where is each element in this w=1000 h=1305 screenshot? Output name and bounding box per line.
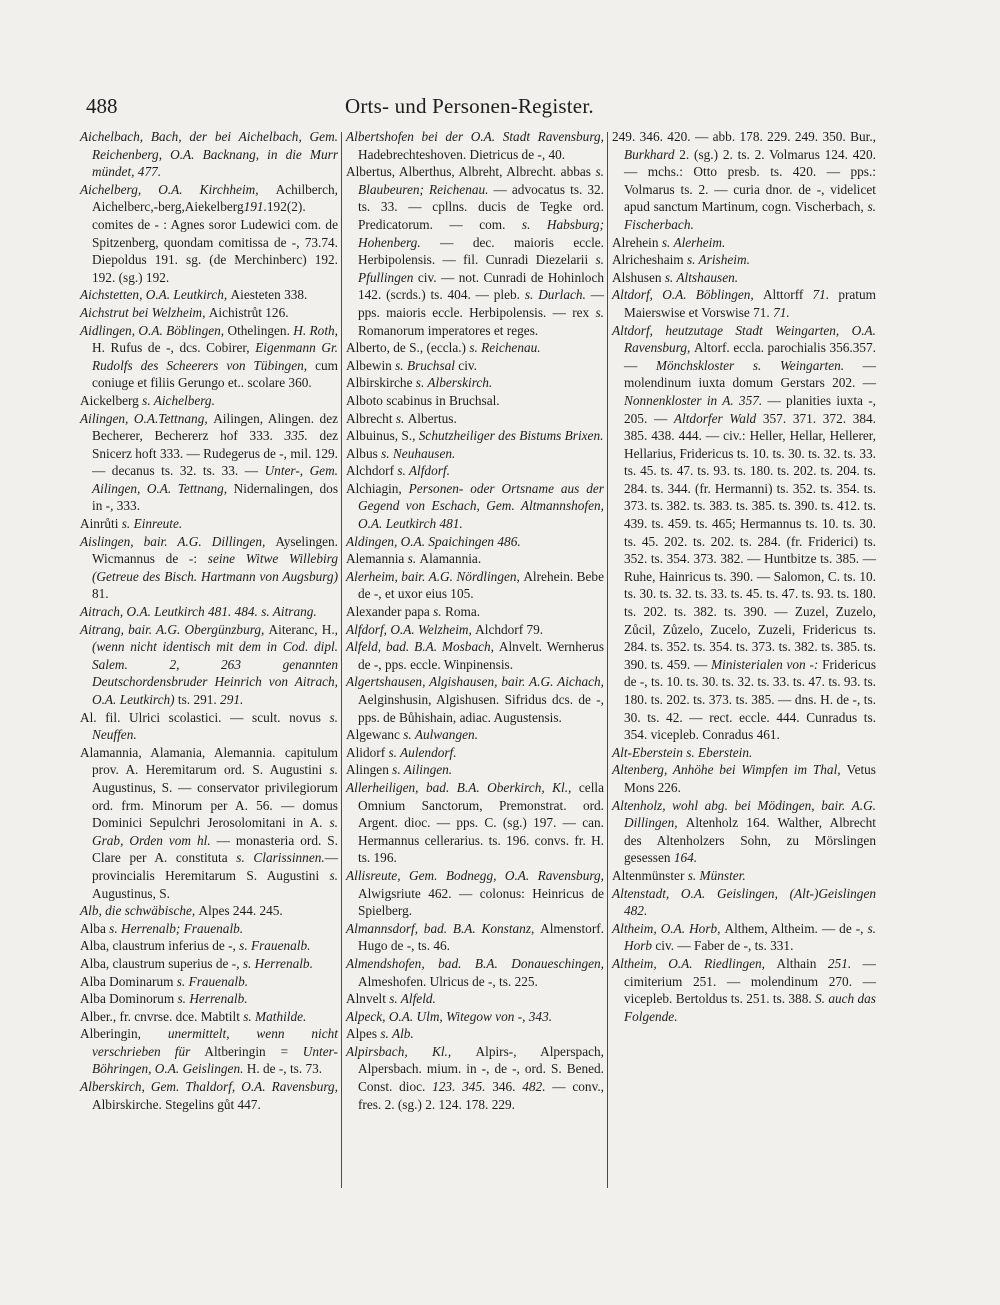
register-entry [346,621,604,639]
entry-italic-text: 251. [827,955,852,971]
register-entry [346,726,604,744]
entry-text: Achilberch, Aichelberc,-berg,Aiekelberg [92,181,338,215]
entry-italic-text: Allerheiligen, bad. B.A. Oberkirch, Kl., [346,779,579,795]
register-entry [346,568,604,603]
entry-italic-text: Ministerialen von -: [711,656,819,672]
entry-italic-text: Burkhard [624,146,675,162]
register-entry [80,322,338,392]
entry-italic-text: s. [329,762,338,778]
entry-text: Alchdorf 79. [475,621,544,637]
register-entry [346,357,604,375]
entry-text: Albewin [346,357,396,373]
entry-italic-text: Mönchskloster s. Weingarten. [655,357,845,373]
entry-italic-text: s. Alb. [380,1026,414,1042]
entry-text: Alberingin, [80,1026,168,1042]
entry-italic-text: s. Alberskirch. [415,375,493,391]
register-entry [80,744,338,902]
entry-text: Albus [346,445,382,461]
entry-text: H. de -, ts. 73. [243,1061,323,1077]
entry-italic-text: s. [395,410,408,426]
entry-italic-text: Aislingen, bair. A.G. Dillingen, [80,533,276,549]
entry-text: Ayselingen. Wicmannus de -: [92,533,338,567]
entry-italic-text: 291. [220,692,244,707]
entry-text: 192(2). comites de - : Agnes soror Ludewici com. de Spitzenberg, quondam comitissa de -, 73.74. Diepoldus 191. sg. (de Merchinberc) 192. 192. (sg.) 192. [92,199,338,285]
register-entry [346,427,604,445]
column-rule-2 [607,132,608,1188]
index-column-1 [80,128,338,1113]
entry-italic-text: H. Roth, [293,322,338,338]
entry-italic-text: s. Clarissinnen. [236,850,325,866]
entry-italic-text: Altdorf, O.A. Böblingen, [612,287,763,303]
entry-italic-text: Algertshausen, Algishausen, bair. A.G. Aichach, [346,674,604,690]
entry-text: Alchiagin, [346,480,409,496]
entry-italic-text: s. Fischerbach. [624,199,876,232]
entry-italic-text: Personen- oder Ortsname aus der Gegend von Eschach, Gem. Altmannshofen, O.A. Leutkirch 481. [358,480,604,532]
entry-italic-text: s. Aichelberg. [142,392,215,408]
register-entry [612,744,876,762]
entry-italic-text: Nonnenkloster in A. 357. [624,392,763,408]
register-entry [80,709,338,744]
entry-italic-text: Alpirsbach, Kl., [346,1043,476,1059]
entry-italic-text: Aldingen, O.A. Spaichingen 486. [346,533,521,549]
register-entry [80,410,338,516]
register-entry [346,955,604,990]
entry-italic-text: s. Herrenalb. [242,955,313,971]
entry-text: 2. (sg.) 2. ts. 2. Volmarus 124. 420. — mchs.: Otto presb. ts. 420. — pps.: Volmarus ts. 2. — curia dnor. de -, videlicet apud sanctum Martinum, cogn. Vischerbach, [624,146,876,215]
entry-text: Roma. [444,604,481,620]
entry-text: Alba, claustrum superius de -, [80,955,243,971]
entry-text: Altorf. eccla. parochialis 356.357. — [624,340,876,373]
entry-italic-text: Alpeck, O.A. Ulm, Witegow von -, 343. [346,1008,553,1024]
entry-text: H. Rufus de -, dcs. Cobirer, [92,340,256,356]
entry-text: Altberingin [204,1043,280,1059]
register-entry [346,920,604,955]
entry-text: Alba, claustrum inferius de -, [80,938,240,954]
entry-italic-text: Almannsdorf, bad. B.A. Konstanz, [346,920,541,936]
entry-text: Althain [776,955,828,971]
entry-text: Fridericus de -, ts. 10. ts. 30. ts. 32. ts. 33. ts. 47. ts. 93. ts. 180. ts. 202. ts. 373. ts. 385. — dns. H. de -, ts. 30. ts. 42. — rect. eccle. 444. Cunradus ts. 354. vicepleb. Conradus 461. [624,656,876,743]
entry-text: Alamannia, Alamania, Alemannia. capitulum prov. A. Heremitarum ord. S. Augustini [80,744,338,778]
register-entry [80,392,338,410]
entry-italic-text: Aitrach, O.A. Leutkirch 481. 484. s. Aitrang. [80,604,317,620]
entry-text: Alricheshaim [612,252,687,268]
entry-text: — monasteria ord. S. Clare per A. constituta [92,832,338,866]
entry-text: Almeshofen. Ulricus de -, ts. 225. [358,973,538,989]
register-entry [80,1078,338,1113]
running-title: Orts- und Personen-Register. [345,94,594,118]
entry-text: Ailingen, Alingen. dez Becherer, Bechererz hof 333. [92,410,339,444]
entry-italic-text: Almendshofen, bad. B.A. Donaueschingen, [346,955,604,971]
column-rule-1 [341,132,342,1188]
entry-italic-text: s. Mathilde. [243,1008,307,1024]
register-entry [80,902,338,920]
entry-text: — molendinum iuxta domum Gerstars 202. — [624,357,877,391]
register-entry [346,603,604,621]
entry-text: Hadebrechteshoven. Dietricus de -, 40. [358,146,566,162]
register-entry [346,1025,604,1043]
entry-text: dez Snicerz hoft 333. — Rudegerus de -, mil. 129. — decanus ts. 32. ts. 33. — [92,428,339,479]
entry-text: Almenstorf. Hugo de -, ts. 46. [358,920,604,954]
register-entry [346,1008,604,1026]
entry-italic-text: s. Durlach. [524,287,586,303]
register-entry [80,304,338,322]
entry-text: Alrehein [612,234,662,250]
entry-italic-text: Altenholz, wohl abg. bei Mödingen, bair. A.G. Dillingen, [612,797,876,831]
entry-text: Albrecht [346,410,396,426]
entry-italic-text: Altdorf, heutzutage Stadt Weingarten, O.A. Ravensburg, [612,322,876,356]
entry-italic-text: s. Herrenalb; Frauenalb. [109,920,244,936]
entry-italic-text: s. Grab, Orden vom hl. [92,815,338,848]
register-entry [80,621,338,709]
entry-text: Alboto scabinus in Bruchsal. [346,392,500,408]
register-entry [346,128,604,163]
register-entry [80,128,338,181]
entry-text: ts. 291. [177,692,221,707]
entry-italic-text: s. Aulendorf. [388,744,457,760]
register-entry [80,1008,338,1026]
entry-text: pratum Maierswise et Vorswise 71. [624,287,876,320]
entry-text: cella Omnium Sanctorum, Premonstrat. ord. Argent. dioc. — pps. C. (sg.) 197. — can. Hermannus cellerarius. ts. 196. convs. fr. H. ts. 196. [358,779,604,866]
entry-text: Alnvelt [346,991,390,1007]
entry-italic-text: Altenberg, Anhöhe bei Wimpfen im Thal, [612,762,847,778]
register-entry [612,920,876,955]
entry-italic-text: s. Ailingen. [392,762,453,778]
register-entry [346,673,604,726]
entry-text: Alemannia [346,551,408,567]
register-entry [346,445,604,463]
register-entry [346,638,604,673]
entry-text: Alba Dominarum [80,973,177,989]
entry-text: Altenholz 164. Walther, Albrecht des Altenholzers Sohn, zu Mörslingen gesessen [624,815,876,866]
entry-italic-text: s. Alerheim. [661,234,726,250]
entry-text: — conv., fres. 2. (sg.) 2. 124. 178. 229. [358,1079,604,1112]
entry-text: Alpirs-, Alperspach, Alpersbach. mium. in -, de -, ord. S. Bened. Const. dioc. [358,1043,604,1095]
entry-italic-text: 191. [243,199,267,215]
entry-italic-text: s. Bruchsal [395,357,455,373]
entry-text: Alrehein. Bebe de -, et uxor eius 105. [358,568,604,602]
entry-text: 357. 371. 372. 384. 385. 438. 444. — civ.: Heller, Hellar, Hellerer, Hellarius, Fridericus ts. 10. ts. 30. ts. 32. ts. 33. ts. 45. ts. 47. ts. 93. ts. 180. ts. 202. ts. 204. ts. 284. ts. 344. (fr. Hermanni) ts. 352. ts. 354. ts. 373. ts. 382. ts. 383. ts. 385. ts. 390. ts. 412. ts. 439. ts. 459. ts. 465; Hermannus ts. 10. ts. 30. ts. 45. 202. ts. 202. ts. 284. (fr. Friderici) ts. 352. ts. 354. 373. 382. — Huntbitze ts. 385. — Ruhe, Hainricus ts. 390. — Salomon, C. ts. 10. ts. 30. ts. 32. ts. 33. ts. 45. ts. 47. ts. 93. ts. 180. ts. 202. ts. 382. ts. 390. — Zuzel, Zuzelo, Zůcil, Zůzelo, Zucelo, Zuzeli, Fridericus ts. 284. ts. 352. ts. 354. ts. 373. ts. 382. ts. 385. ts. 390. ts. 459. — [624,410,876,672]
entry-text: Alshusen [612,269,665,285]
index-column-3 [612,128,876,1025]
entry-italic-text: Altdorfer Wald [673,410,757,426]
register-entry [80,920,338,938]
index-column-2 [346,128,604,1113]
register-entry [346,339,604,357]
entry-text: 249. 346. 420. — abb. 178. 229. 249. 350. Bur., [612,129,876,144]
entry-italic-text: 482. [522,1079,546,1095]
entry-italic-text: s. [433,604,445,620]
entry-italic-text: Aichelberg, O.A. Kirchheim, [80,181,276,197]
register-entry [346,374,604,392]
register-entry [346,550,604,568]
entry-italic-text: unermittelt, wenn nicht verschrieben für [92,1026,338,1059]
register-entry [346,761,604,779]
register-entry [612,234,876,252]
entry-italic-text: 71. [812,287,830,303]
entry-text: Vetus Mons 226. [624,762,876,795]
entry-text: Alchdorf [346,463,398,479]
entry-text: Aiesteten 338. [230,287,308,303]
entry-text: Altenmünster [612,867,688,883]
entry-italic-text: Allisreute, Gem. Bodnegg, O.A. Ravensburg, [346,867,604,883]
entry-text: Alttorff [762,287,813,303]
entry-italic-text: s. Horb [624,920,876,954]
entry-text: Alberto, de S., (eccla.) [346,340,470,356]
entry-italic-text: s. Reichenau. [469,340,541,356]
entry-italic-text: s. Herrenalb. [177,991,248,1007]
register-entry [346,462,604,480]
register-entry [80,603,338,621]
entry-italic-text: s. Aulwangen. [403,727,478,743]
register-entry [80,286,338,304]
register-entry [80,937,338,955]
entry-text: Albertus. [407,410,457,426]
entry-italic-text: s. Arisheim. [686,252,750,268]
register-entry [612,269,876,287]
entry-italic-text: Altheim, O.A. Horb, [612,920,725,936]
entry-text: Alidorf [346,744,389,760]
entry-italic-text: s. [595,304,604,320]
register-entry [346,779,604,867]
entry-italic-text: Aidlingen, O.A. Böblingen, [80,322,228,338]
entry-italic-text: s. Frauenalb. [176,973,249,989]
entry-italic-text: Alt-Eberstein s. Eberstein. [612,744,753,760]
register-entry [612,761,876,796]
entry-italic-text: = Unter-Böhringen, O.A. Geislingen. [92,1043,338,1077]
page-number: 488 [86,94,118,118]
entry-italic-text: Aitrang, bair. A.G. Obergünzburg, [80,621,269,637]
register-entry [612,128,876,234]
entry-italic-text: seine Witwe Willebirg (Getreue des Bisch. Hartmann von Augsburg) [92,551,338,584]
entry-text: — pps. maioris eccle. Herbipolensis. — rex [358,287,605,320]
entry-text: Aelginshusin, Algishusen. Sifridus dcs. de -, pps. de Bůhishain, adiac. Augustensis. [358,692,604,725]
entry-italic-text: s. Pfullingen [358,252,604,285]
entry-text: Alpes [346,1026,381,1042]
entry-text: civ. — not. Cunradi de Hohinloch 142. (scrds.) ts. 404. — pleb. [358,269,604,303]
entry-italic-text: 164. [673,850,698,866]
entry-italic-text: s. Habsburg; Hohenberg. [358,216,604,250]
entry-text: Albirskirche [346,375,416,391]
entry-text: Augustinus, S. [92,885,170,901]
register-entry [80,533,338,603]
register-entry [612,251,876,269]
entry-text: Aickelberg [80,392,143,408]
register-entry [346,392,604,410]
entry-italic-text: Albertshofen bei der O.A. Stadt Ravensburg, [346,129,604,144]
entry-italic-text: Alerheim, bair. A.G. Nördlingen, [346,568,524,584]
entry-italic-text: Aichelbach, Bach, der bei Aichelbach, Gem. Reichenberg, O.A. Backnang, in die Murr mündet, 477. [80,129,338,180]
entry-text: 81. [92,586,109,602]
entry-text: — planities iuxta -, 205. — [624,392,876,426]
entry-text: civ. [454,357,477,373]
entry-italic-text: (wenn nicht identisch mit dem in Cod. dipl. Salem. 2, 263 genannten Deutschordensbruder Heinrich von Aitrach, O.A. Leutkirch) [92,639,338,707]
entry-text: Al. fil. Ulrici scolastici. — scult. novus [80,709,330,725]
register-entry [346,163,604,339]
entry-italic-text: s. Neuffen. [92,709,338,743]
entry-text: Albertus, Alberthus, Albreht, Albrecht. abbas [346,164,596,180]
entry-italic-text: Altenstadt, O.A. Geislingen, (Alt-)Geislingen 482. [612,885,876,919]
register-entry [612,322,876,744]
entry-text: — dec. maioris eccle. Herbipolensis. — fil. Cunradi Diezelarii [358,234,604,268]
entry-italic-text: s. [407,551,420,567]
entry-text: Alnvelt. Wernherus de -, pps. eccle. Winpinensis. [358,639,604,672]
entry-italic-text: 71. [773,304,790,320]
entry-text: Alba Dominorum [80,991,178,1007]
entry-italic-text: Altheim, O.A. Riedlingen, [612,955,777,971]
entry-text: Alber., fr. cnvrse. dce. Mabtilt [80,1008,244,1024]
register-entry [612,797,876,867]
register-entry [80,973,338,991]
entry-text: Alamannia. [419,551,482,567]
register-entry [612,286,876,321]
register-entry [346,533,604,551]
register-entry [80,955,338,973]
entry-text: Alingen [346,762,393,778]
entry-text: — provincialis Heremitarum S. Augustini [92,850,339,883]
entry-italic-text: Alfdorf, O.A. Welzheim, [346,621,476,637]
entry-text: Alwigsriute 462. — colonus: Heinricus de Spielberg. [358,885,604,919]
entry-text: civ. — Faber de -, ts. 331. [652,938,794,954]
entry-italic-text: Aichstetten, O.A. Leutkirch, [80,287,231,303]
entry-text: — advocatus ts. 32. ts. 33. — cpllns. ducis de Tegke ord. Predicatorum. — com. [358,181,604,232]
register-entry [346,744,604,762]
register-entry [346,1043,604,1113]
entry-italic-text: 123. 345. [432,1079,486,1095]
entry-italic-text: Alb, die schwäbische, [80,903,199,919]
register-entry [80,181,338,287]
register-entry [612,867,876,885]
entry-text: Alexander papa [346,604,434,620]
entry-italic-text: s. Altshausen. [664,269,739,285]
entry-italic-text: s. Blaubeuren; Reichenau. [358,164,604,197]
entry-text: Aiteranc, H., [268,621,338,637]
entry-italic-text: Ailingen, O.A.Tettnang, [80,410,214,426]
entry-text: Augustinus, S. — conservator privilegiorum ord. frm. Minorum per A. 56. — domus Dominici Sepulchri Jerosolomitani in A. [92,779,338,831]
entry-text: Albirskirche. Stegelins gůt 447. [92,1096,261,1112]
register-entry [346,867,604,920]
entry-italic-text: 335. [284,428,308,444]
entry-text: Romanorum imperatores et reges. [358,322,539,338]
entry-text: cum coniuge et filiis Gerungo et.. scolare 360. [92,357,338,391]
entry-text: 346. [485,1079,523,1095]
entry-text: Nidernalingen, dos in -, 333. [92,480,338,514]
entry-italic-text: s. Einreute. [121,516,183,532]
entry-italic-text: Schutzheiliger des Bistums Brixen. [418,428,604,444]
entry-text: Albuinus, S., [346,428,419,444]
entry-text: — cimiterium 251. — molendinum 270. — vicepleb. Bertoldus ts. 251. ts. 388. [624,955,876,1007]
entry-italic-text: s. Alfeld. [389,991,436,1007]
entry-italic-text: S. auch das Folgende. [624,991,876,1024]
entry-italic-text: s. [329,867,338,883]
entry-text: Alba [80,920,110,936]
entry-text: Ainrůti [80,516,122,532]
entry-italic-text: Unter-, Gem. Ailingen, O.A. Tettnang, [92,463,339,496]
register-entry [80,1025,338,1078]
entry-italic-text: s. Neuhausen. [381,445,456,461]
entry-italic-text: Alfeld, bad. B.A. Mosbach, [346,639,499,655]
entry-text: Othelingen. [227,322,294,338]
entry-italic-text: Eigenmann Gr. Rudolfs des Scheerers von Tübingen, [92,340,338,373]
entry-italic-text: s. Alfdorf. [397,463,450,479]
register-entry [612,955,876,1025]
entry-text: Algewanc [346,727,404,743]
entry-text: Alpes 244. 245. [198,903,283,919]
entry-italic-text: Alberskirch, Gem. Thaldorf, O.A. Ravensburg, [80,1079,338,1095]
register-entry [80,990,338,1008]
register-entry [346,990,604,1008]
entry-italic-text: s. Frauenalb. [239,938,311,954]
register-entry [612,885,876,920]
register-entry [346,480,604,533]
entry-text: Althem, Altheim. — de -, [724,920,868,936]
entry-italic-text: Aichstrut bei Welzheim, [80,304,209,320]
entry-italic-text: s. Münster. [687,867,746,883]
register-entry [80,515,338,533]
entry-text: Aichistrůt 126. [208,304,289,320]
register-entry [346,410,604,428]
